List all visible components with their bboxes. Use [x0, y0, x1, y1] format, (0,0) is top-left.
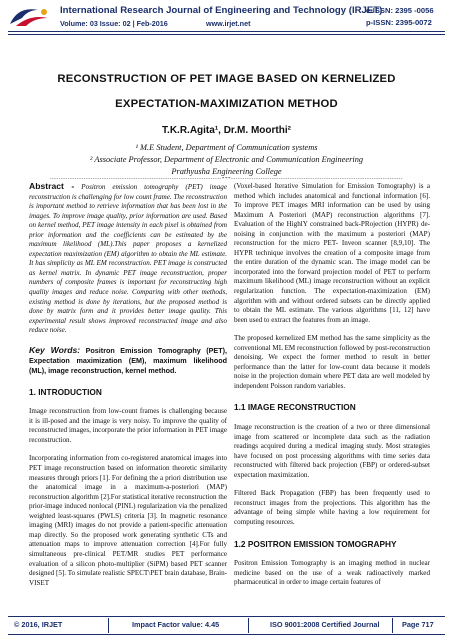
section-heading-introduction: 1. INTRODUCTION [29, 386, 102, 397]
paragraph: Image reconstruction from low-count frames is challenging because it is ill-posed and the image is very noisy. To improve the quality of reconstructed images, incorporate the prior information in PET image reconstruction. [29, 407, 227, 444]
section-heading-pet: 1.2 POSITRON EMISSION TOMOGRAPHY [234, 538, 397, 549]
footer-impact-factor: Impact Factor value: 4.45 [132, 620, 220, 629]
journal-url[interactable]: www.irjet.net [206, 19, 251, 28]
e-issn: e-ISSN: 2395 -0056 [366, 6, 434, 15]
footer-divider [248, 618, 249, 633]
abstract-label: Abstract - [29, 181, 75, 191]
paragraph: Filtered Back Propagation (FBP) has been frequently used to reconstruct images from the projections. This algorithm has the advantage of being simple while having a low requirement for computing resources. [234, 489, 430, 526]
section-separator: ----------------------------------------------------------------------------***---------------------------------------------------------------------------- [49, 177, 404, 182]
paper-title-line1: RECONSTRUCTION OF PET IMAGE BASED ON KERNELIZED [57, 73, 396, 85]
left-column [29, 182, 227, 597]
paper-title-line2: EXPECTATION-MAXIMIZATION METHOD [115, 98, 338, 110]
volume-text: Volume: 03 Issue: 02 | Feb-2016 [60, 19, 168, 28]
affiliation-1: ¹ M.E Student, Department of Communication systems [135, 143, 318, 152]
paragraph: Incorporating information from co-registered anatomical images into PET image reconstruction based on information theoretic similarity measures through priors [1]. For defining the a priori distribution use the anatomical image in a maximum-a-posteriori (MAP) reconstruction algorithm [2].For statistical iterative reconstruction the prior-image induced nonlocal (PINL) regularization via the penalized weighted least-squares (PWLS) criteria [3]. In magnetic resonance imaging (MRI) images do not provide a patient-specific attenuation map directly. So the proposed work generating synthetic CTs and attenuation maps to improve attenuation correction [4].For fully simultaneous pre-clinical PET/MR studies PET performance evaluation of a silicon photo-multiplier (SiPM) based PET scanner designed [5]. To simulate realistic SPECT\PET brain database, Brain-VISET [29, 454, 227, 587]
affiliation-2: ² Associate Professor, Department of Electronic and Communication Engineering [89, 155, 364, 164]
footer-iso: ISO 9001:2008 Certified Journal [270, 620, 380, 629]
header-rule [8, 31, 445, 32]
right-column [234, 182, 430, 597]
authors: T.K.R.Agita¹, Dr.M. Moorthi² [162, 125, 291, 136]
paragraph: Image reconstruction is the creation of a two or three dimensional image from scattered or incomplete data such as the radiation readings acquired during a medical imaging study. Most strategies have focused on post processing algorithms with time series data reconstructed with filtered back projection (FBP) or ordered-subset expectation maximization. [234, 423, 430, 479]
paragraph: The proposed kernelized EM method has the same simplicity as the conventional ML EM reconstruction followed by post-reconstruction denoising. We expect the former method to result in better performance than the latter for low-count data because it models noise in the projection domain where PET data are well modeled by independent Poisson random variables. [234, 334, 430, 390]
p-issn: p-ISSN: 2395-0072 [366, 18, 432, 27]
page-footer [8, 616, 445, 635]
footer-divider [392, 618, 393, 633]
section-heading-image-reconstruction: 1.1 IMAGE RECONSTRUCTION [234, 402, 356, 413]
affiliation-3: Prathyusha Engineering College [171, 167, 282, 176]
abstract-text: Positron emission tomography (PET) image reconstruction is challenging for low count frame. The reconstruction is important method to retrieve information that has been lost in the images. To improve image quality, prior information are used. Based on kernel method, PET image intensity in each pixel is obtained from prior information and the coefficients can be estimated by the maximum likelihood (ML).This paper proposes a kernelized expectation maximization (EM) algorithm to obtain the ML estimate. It has simplicity as ML EM reconstruction. PET image is constructed as kernel matrix. In dynamic PET image reconstruction, proper numbers of composite frames is important for reconstructing high quality images and reduce noise. Comparing with other methods, existing method is done by iterations, but the proposed method is done by matrix form and it provides better image quality. This experimental result shows improved reconstructed image and also reduce noise. [29, 183, 227, 335]
footer-copyright: © 2016, IRJET [14, 620, 63, 629]
journal-name: International Research Journal of Engineering and Technology (IRJET) [60, 5, 383, 16]
journal-header [0, 0, 453, 34]
keywords-label: Key Words: [29, 344, 81, 355]
abstract [29, 182, 227, 336]
volume-issue [60, 19, 251, 28]
irjet-logo [8, 4, 54, 30]
keywords [29, 345, 227, 376]
footer-divider [108, 618, 109, 633]
paragraph: (Voxel-based Iterative Simulation for Emission Tomography) is a method which includes anatomical and functional information [6]. To improve PET images MRI information can be used by using Maximum A Posteriori (MAP) reconstruction algorithms [7]. Evaluation of the HighlY constrained back-PRojection (HYPR) de-noising in conjunction with the maximum a posteriori (MAP) reconstruction for the micro PET- Inveon scanner [8,9,10]. The HYPR technique involves the creation of a composite image from the entire duration of the dynamic scan. The image model can be incorporated into the forward projection model of PET to perform maximum likelihood (ML) image reconstruction without an explicit regularization function. The expectation-maximization (EM) algorithm with and without ordered subsets can be directly applied to obtain the ML estimate. The various algorithms [11, 12] have been used to extract the features from an image. [234, 182, 430, 324]
header-rule-thin [8, 34, 445, 35]
page-number: Page 717 [402, 620, 434, 629]
keywords-text: Positron Emission Tomography (PET), Expectation maximization (EM), maximum likelihood (ML), image reconstruction, kernel method. [29, 345, 227, 375]
paragraph: Positron Emission Tomography is an imaging method in nuclear medicine based on the use of a weak radioactively marked pharmaceutical in order to image certain features of [234, 559, 430, 587]
